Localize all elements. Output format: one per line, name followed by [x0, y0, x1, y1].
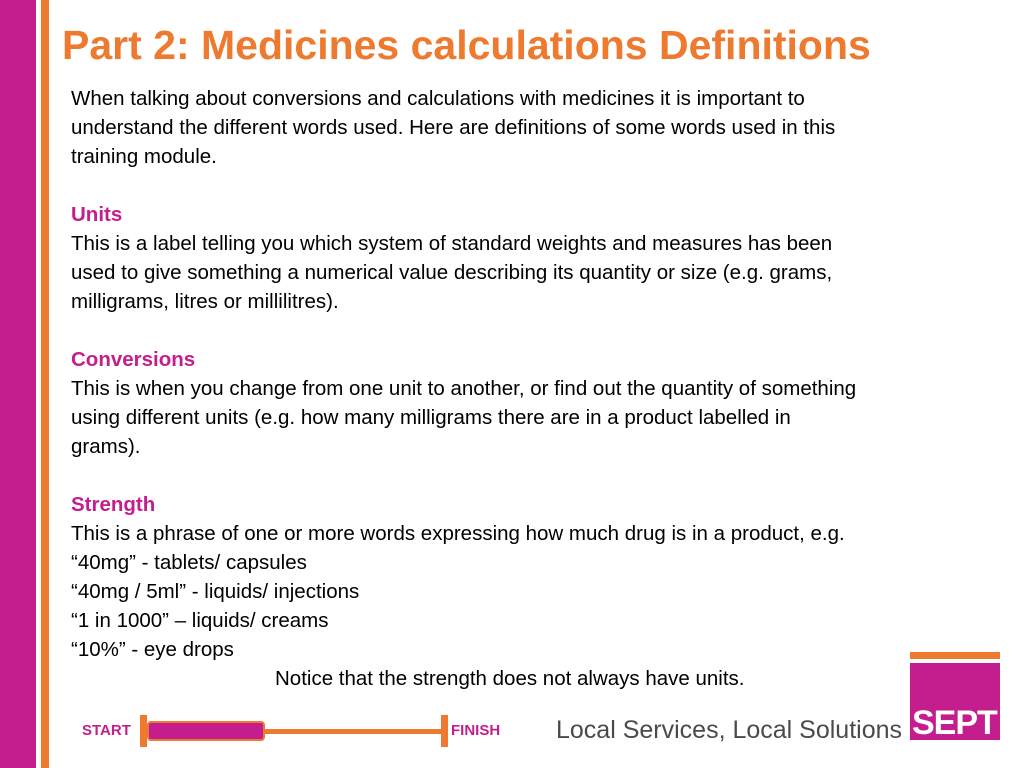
progress-fill	[147, 721, 265, 741]
strength-example: “10%” - eye drops	[71, 638, 234, 661]
definition-line: milligrams, litres or millilitres).	[71, 290, 339, 313]
slide-content	[71, 84, 1011, 693]
strength-example: “40mg” - tablets/ capsules	[71, 551, 307, 574]
section-heading-strength: Strength	[71, 493, 156, 516]
intro-line: training module.	[71, 145, 217, 168]
definition-line: using different units (e.g. how many milligrams there are in a product labelled in	[71, 406, 791, 429]
progress-bar	[140, 715, 448, 747]
sept-logo	[910, 652, 1000, 740]
left-magenta-stripe	[0, 0, 36, 768]
logo-text: SEPT	[912, 704, 997, 742]
strength-example: “40mg / 5ml” - liquids/ injections	[71, 580, 360, 603]
spacer	[71, 461, 1011, 490]
section-heading-units: Units	[71, 203, 123, 226]
logo-orange-bar	[910, 652, 1000, 659]
intro-line: When talking about conversions and calculations with medicines it is important to	[71, 87, 805, 110]
spacer	[71, 171, 1011, 200]
section-heading-conversions: Conversions	[71, 348, 196, 371]
definition-line: grams).	[71, 435, 141, 458]
page-title: Part 2: Medicines calculations Definitions	[62, 22, 871, 68]
intro-line: understand the different words used. Here are definitions of some words used in this	[71, 116, 836, 139]
definition-line: used to give something a numerical value describing its quantity or size (e.g. grams,	[71, 261, 833, 284]
definition-line: This is a phrase of one or more words expressing how much drug is in a product, e.g.	[71, 522, 845, 545]
strength-example: “1 in 1000” – liquids/ creams	[71, 609, 329, 632]
footer-slogan: Local Services, Local Solutions	[556, 716, 903, 744]
definition-line: This is when you change from one unit to another, or find out the quantity of something	[71, 377, 857, 400]
progress-start-cap	[140, 715, 147, 747]
definition-line: This is a label telling you which system of standard weights and measures has been	[71, 232, 833, 255]
spacer	[71, 316, 1011, 345]
progress-end-cap	[441, 715, 448, 747]
left-orange-stripe	[41, 0, 49, 768]
progress-finish-label: FINISH	[451, 722, 501, 739]
progress-start-label: START	[82, 722, 131, 739]
strength-notice: Notice that the strength does not always have units.	[275, 667, 745, 690]
